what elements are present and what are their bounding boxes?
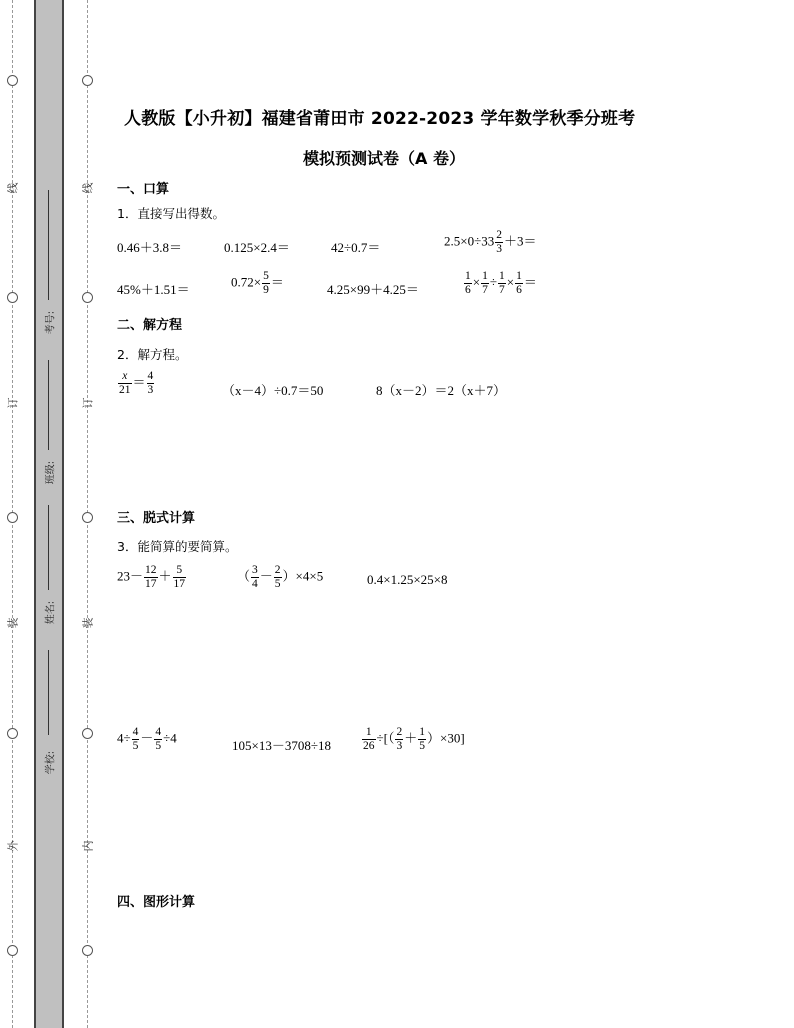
name-field[interactable] [34,505,64,635]
denominator: 26 [363,740,375,752]
fraction [173,564,187,591]
fraction [498,270,506,297]
section-figure-calc: 四、图形计算 [117,895,196,910]
calc-item [463,270,537,297]
expr-text: ＋3＝ [503,233,537,249]
operator: × [506,274,515,290]
fraction [144,564,158,591]
binding-hole [82,292,93,303]
fraction [464,270,472,297]
numerator: 4 [155,726,162,738]
question-2: 2．解方程。 [117,347,188,362]
operator: ＝ [132,374,146,390]
binding-char-wai: 外 [6,840,20,852]
school-label: 学校: [45,750,57,775]
binding-hole [7,75,18,86]
numerator: x [118,370,132,384]
binding-char-xian-inner: 线 [81,182,95,194]
binding-char-zhuang-outer: 装 [6,617,20,629]
calc-item [444,229,536,256]
operator: × [472,274,481,290]
fraction [495,229,503,256]
denominator: 21 [119,384,131,396]
class-field[interactable] [34,360,64,490]
calc-item: 42÷0.7＝ [331,240,381,255]
calc-item [117,726,177,753]
binding-hole [7,512,18,523]
operator: ＋ [158,568,172,584]
binding-hole [7,292,18,303]
calc-item: 45%＋1.51＝ [117,282,190,297]
expr-text: ＝ [523,274,537,290]
equation-item [117,370,155,397]
fraction [515,270,523,297]
question-3: 3．能简算的要简算。 [117,539,238,554]
field-underline [48,650,49,735]
expr-text: ＝ [270,274,284,290]
expr-text: 23－ [117,568,144,584]
section-oral-calc: 一、口算 [117,182,170,197]
whole-part: 3 [487,233,495,249]
fraction [154,726,162,753]
question-1: 1．直接写出得数。 [117,206,225,221]
calc-item: 0.46＋3.8＝ [117,240,183,255]
field-underline [48,190,49,300]
binding-hole [82,75,93,86]
numerator: 1 [516,270,522,282]
expr-text: ÷4 [163,730,177,746]
expr-text: ）×4×5 [282,568,324,584]
operator: ÷ [489,274,497,290]
numerator: 2 [496,229,502,241]
calc-item: 4.25×99＋4.25＝ [327,282,419,297]
numerator: 1 [419,726,425,738]
denominator: 5 [274,578,281,590]
class-label: 班级: [45,460,57,485]
numerator: 2 [274,564,281,576]
name-label: 姓名: [45,600,57,625]
numerator: 1 [362,726,376,740]
denominator: 17 [145,578,157,590]
fraction [147,370,155,397]
numerator: 4 [147,370,154,382]
numerator: 5 [263,270,269,282]
expr-text: 0.72× [231,274,262,290]
student-number-label: 考号: [45,310,57,335]
fraction [262,270,270,297]
section-step-calc: 三、脱式计算 [117,511,196,526]
expr-text: 4÷ [117,730,131,746]
fraction [362,726,376,753]
denominator: 3 [147,384,154,396]
fraction [274,564,282,591]
expr-text: （ [237,568,251,584]
binding-hole [7,728,18,739]
binding-hole [82,512,93,523]
numerator: 2 [396,726,403,738]
exam-title: 人教版【小升初】福建省莆田市 2022-2023 学年数学秋季分班考 [124,109,636,129]
mixed-number [488,229,504,256]
binding-hole [82,945,93,956]
binding-hole [82,728,93,739]
equation-item: 8（x－2）＝2（x＋7） [376,383,507,398]
section-solve-equations: 二、解方程 [117,318,183,333]
denominator: 6 [516,284,522,296]
operator: － [140,730,154,746]
operator: － [259,568,273,584]
denominator: 7 [482,284,488,296]
numerator: 3 [252,564,258,576]
denominator: 9 [263,284,269,296]
fraction [395,726,403,753]
fraction [118,370,132,397]
numerator: 1 [498,270,505,282]
numerator: 5 [173,564,187,578]
fraction [132,726,140,753]
binding-char-zhuang-inner: 装 [81,617,95,629]
denominator: 5 [132,740,139,752]
calc-item [231,270,284,297]
binding-char-ding-inner: 订 [81,397,95,409]
denominator: 3 [496,243,502,255]
field-underline [48,505,49,590]
exam-subtitle: 模拟预测试卷（A 卷） [303,149,465,168]
fraction [481,270,489,297]
fraction [251,564,259,591]
denominator: 7 [498,284,505,296]
calc-item: 105×13－3708÷18 [232,738,331,753]
calc-item [117,564,187,591]
denominator: 17 [173,578,186,590]
student-number-field[interactable] [34,190,64,340]
expr-text: 2.5×0÷3 [444,233,488,249]
binding-char-nei: 内 [81,840,95,852]
denominator: 3 [396,740,403,752]
numerator: 12 [145,564,157,576]
denominator: 5 [155,740,162,752]
binding-hole [7,945,18,956]
numerator: 1 [465,270,471,282]
expr-text: ÷[（ [376,730,395,746]
operator: ＋ [404,730,418,746]
denominator: 6 [465,284,471,296]
binding-char-ding-outer: 订 [6,397,20,409]
calc-item: 0.125×2.4＝ [224,240,290,255]
equation-item: （x－4）÷0.7＝50 [222,383,324,398]
denominator: 4 [252,578,258,590]
calc-item: 0.4×1.25×25×8 [367,572,448,587]
numerator: 1 [482,270,488,282]
calc-item [361,726,465,753]
numerator: 4 [132,726,139,738]
calc-item [237,564,323,591]
expr-text: ）×30] [426,730,465,746]
fraction [418,726,426,753]
binding-char-xian-outer: 线 [6,182,20,194]
school-field[interactable] [34,650,64,780]
field-underline [48,360,49,450]
denominator: 5 [419,740,425,752]
